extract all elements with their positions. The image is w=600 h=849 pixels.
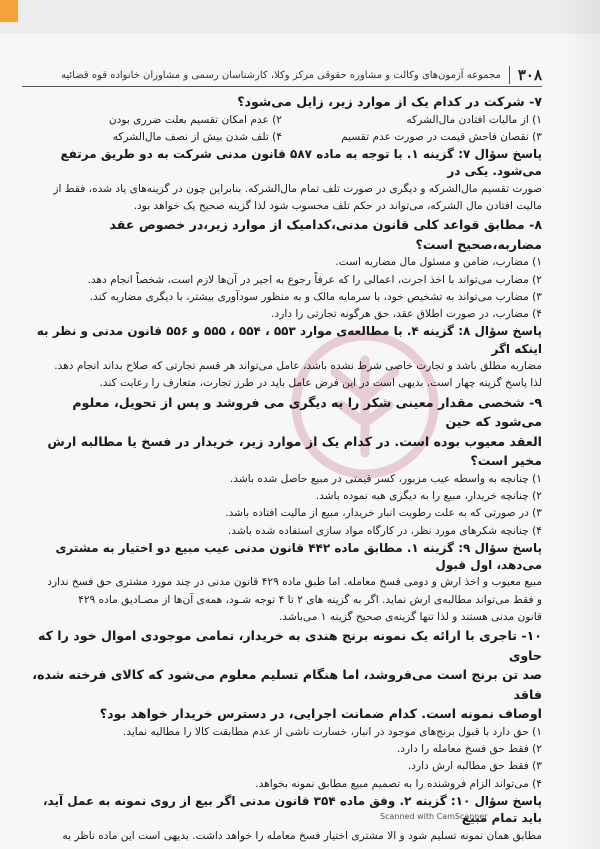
text-line: مطابق همان نمونه تسلیم شود و الا مشتری اختیار فسخ معامله را خواهد داشت. بدیهی است این ماده ناظر به bbox=[62, 829, 542, 842]
text-line: ۲) چنانچه خریدار، مبیع را به دیگری هبه نموده باشد. bbox=[315, 489, 542, 502]
answer-line: پاسخ سؤال ۷: گزینه ۱. با توجه به ماده ۵۸۷ قانون مدنی شرکت به دو طریق مرتفع می‌شود. یکی در bbox=[60, 147, 542, 179]
question-line: صد تن برنج است می‌فروشد، اما هنگام تسلیم معلوم می‌شود که کالای فرخته شده، فاقد bbox=[32, 667, 542, 702]
text-line: ۴) چنانچه شکرهای مورد نظر، در کارگاه مواد سازی استفاده شده باشد. bbox=[227, 524, 542, 537]
question-line: ۷- شرکت در کدام یک از موارد زیر، زایل می‌شود؟ bbox=[237, 94, 542, 109]
option-text: ۲) عدم امکان تقسیم بعلت ضرری بودن bbox=[108, 113, 282, 126]
text-line: لذا پاسخ گزینه چهار است. بدیهی است در این فرض عامل باید در طرز تجارت، متعارف را رعایت کند. bbox=[99, 377, 542, 390]
text-line: ۲) مضارب می‌تواند با اخذ اجرت، اعمالی را که عرفاً رجوع به اجیر در آن‌ها لازم است، شخصاً انجام دهد. bbox=[87, 273, 542, 286]
page-shadow bbox=[560, 0, 600, 849]
page-content bbox=[22, 92, 542, 845]
option-text: ۱) از مالیات افتادن مال‌الشرکه bbox=[406, 113, 542, 126]
option-row bbox=[22, 112, 542, 129]
answer-line: پاسخ سؤال ۱۰: گزینه ۲. وفق ماده ۳۵۴ قانون مدنی اگر بیع از روی نمونه به عمل آید، باید تمام مبیع bbox=[43, 794, 542, 826]
top-band bbox=[0, 0, 600, 34]
orange-corner bbox=[0, 0, 18, 22]
text-line: ۴) می‌تواند الزام فروشنده را به تصمیم مبیع مطابق نمونه بخواهد. bbox=[255, 777, 542, 790]
text-line: مضاربه مطلق باشد و تجارت خاصی شرط نشده باشد، عامل می‌تواند هر قسم تجارتی که صلاح بداند انجام دهد. bbox=[54, 360, 542, 373]
answer-line: پاسخ سؤال ۹: گزینه ۱. مطابق ماده ۴۴۲ قانون مدنی عیب مبیع دو اختیار به مشتری می‌دهد، اول قبول bbox=[55, 540, 542, 573]
book-title: مجموعه آزمون‌های وکالت و مشاوره حقوقی مرکز وکلا، کارشناسان رسمی و مشاوران خانواده قوه قضائیه bbox=[61, 69, 501, 81]
answer-line: پاسخ سؤال ۸: گزینه ۴. با مطالعه‌ی موارد ۵۵۳ ، ۵۵۴ ، ۵۵۵ و ۵۵۶ قانون مدنی و نظر به اینکه اگر bbox=[36, 324, 542, 356]
text-line: قانون مدنی هستند و لذا تنها گزینه‌ی صحیح گزینه ۱ می‌باشد. bbox=[278, 611, 542, 624]
text-line: ۳) فقط حق مطالبه ارش دارد. bbox=[407, 760, 542, 773]
text-line: ۳) مضارب می‌تواند به تشخیص خود، با سرمایه مالک و به منظور سودآوری بیشتر، با دیگری مضاربه کند. bbox=[89, 290, 542, 303]
text-line: ۱) مضارب، ضامن و مسئول مال مضاربه است. bbox=[335, 256, 542, 269]
text-line: ۴) مضارب، در صورت اطلاق عقد، حق هرگونه تجارتی را دارد. bbox=[271, 308, 542, 321]
option-row bbox=[22, 129, 542, 146]
question-line: اوصاف نمونه است. کدام ضمانت اجرایی، در دسترس خریدار خواهد بود؟ bbox=[99, 706, 542, 722]
option-text: ۴) تلف شدن بیش از نصف مال‌الشرکه bbox=[112, 130, 282, 143]
text-line: صورت تقسیم مال‌الشرکه و دیگری در صورت تلف تمام مال‌الشرکه. بنابراین چون در گزینه‌های یاد شده، فقط از bbox=[53, 182, 542, 195]
question-line: ۹- شخصی مقدار معینی شکر را به دیگری می فروشد و پس از تحویل، معلوم می‌شود که حین bbox=[72, 394, 542, 430]
text-line: ۳) در صورتی که به علت رطوبت انبار خریدار، مبیع از مالیت افتاده باشد. bbox=[225, 507, 542, 520]
question-line: ۸- مطابق قواعد کلی قانون مدنی،کدامیک از موارد زیر،در خصوص عقد مضاربه،صحیح است؟ bbox=[109, 217, 542, 252]
option-text: ۳) نقصان فاحش قیمت در صورت عدم تقسیم bbox=[341, 130, 542, 143]
text-line: و فقط می‌تواند مطالبه‌ی ارش نماید. اگر به گزینه های ۲ تا ۴ توجه شـود، همه‌ی آن‌ها از مصـادیق ماده ۴۲۹ bbox=[78, 593, 542, 606]
text-line: ۱) چنانچه به واسطه عیب مزبور، کسر قیمتی در مبیع حاصل شده باشد. bbox=[229, 472, 542, 485]
text-line: ۲) فقط حق فسخ معامله را دارد. bbox=[396, 743, 542, 756]
text-line: مبیع معیوب و اخذ ارش و دومی فسخ معامله. اما طبق ماده ۴۲۹ قانون مدنی در چند مورد مشتری حق فسخ ندارد bbox=[47, 576, 542, 589]
text-line: ۱) حق دارد با قبول برنج‌های موجود در انبار، خسارت ناشی از عدم مطابقت کالا را مطالبه نماید. bbox=[122, 725, 542, 738]
page-number: ۳۰۸ bbox=[509, 66, 542, 84]
question-line: العقد معیوب بوده است. در کدام یک از موارد زیر، خریدار در فسخ یا مطالبه ارش مخیر است؟ bbox=[47, 433, 542, 469]
question-line: ۱۰- تاجری با ارائه یک نمونه برنج هندی به خریدار، تمامی موجودی اموال خود را که حاوی bbox=[37, 628, 542, 663]
running-header bbox=[22, 64, 542, 87]
text-line: مالیت افتادن مال الشرکه، می‌تواند در حکم تلف محسوب شود لذا گزینه صحیح یک خواهد بود. bbox=[133, 199, 542, 212]
scanner-footer: Scanned with CamScanner bbox=[380, 812, 488, 821]
